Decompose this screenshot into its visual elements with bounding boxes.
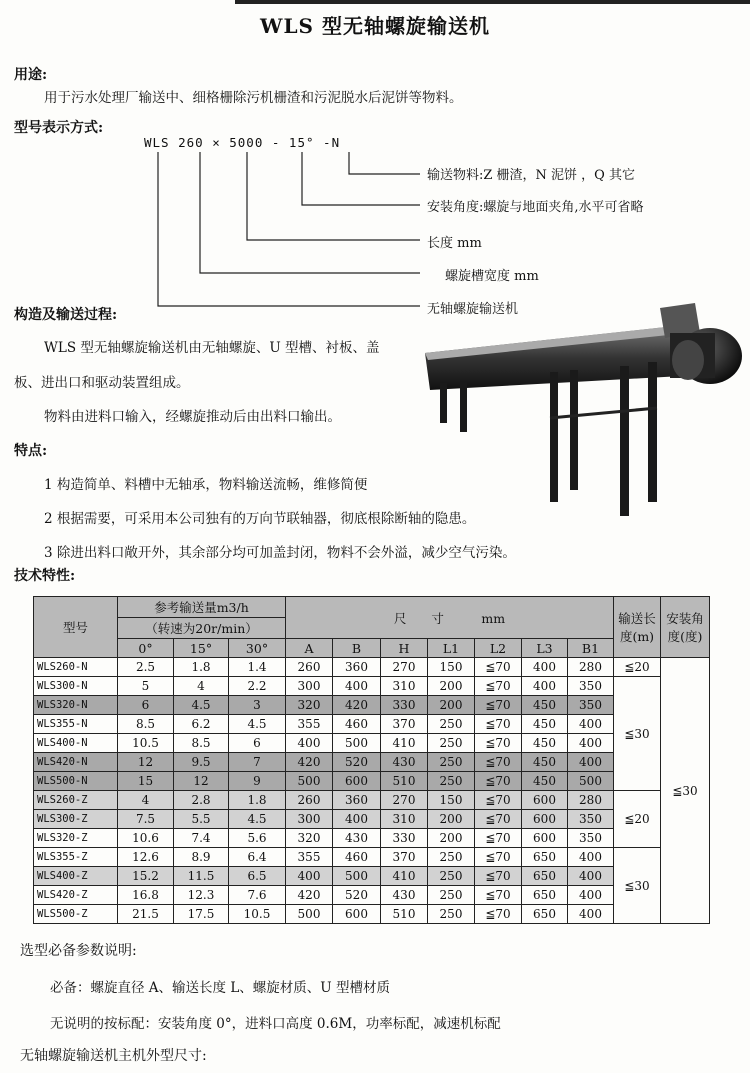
table-cell: 17.5 [174, 905, 229, 924]
table-cell: 430 [381, 753, 428, 772]
table-cell: 430 [381, 886, 428, 905]
table-cell: 350 [568, 677, 614, 696]
table-cell: 1.4 [229, 658, 286, 677]
construction-paragraph-2: 物料由进料口输入，经螺旋推动后由出料口输出。 [44, 409, 341, 425]
table-cell: 15.2 [118, 867, 174, 886]
table-cell: 350 [568, 810, 614, 829]
table-cell: 355 [286, 848, 333, 867]
table-row [34, 848, 710, 867]
table-cell: 150 [428, 791, 475, 810]
table-row [34, 715, 710, 734]
table-cell: 400 [568, 753, 614, 772]
header-dim-l2: L2 [475, 639, 522, 658]
table-cell: ≦70 [475, 829, 522, 848]
table-cell: 250 [428, 734, 475, 753]
table-cell: 400 [333, 810, 381, 829]
table-cell: 500 [333, 867, 381, 886]
cell-angle: ≦30 [661, 658, 710, 924]
table-cell: 4.5 [229, 715, 286, 734]
table-cell: 8.9 [174, 848, 229, 867]
table-row [34, 905, 710, 924]
table-cell: 6.2 [174, 715, 229, 734]
header-length: 输送长度(m) [614, 597, 661, 658]
table-cell: 520 [333, 753, 381, 772]
table-cell: 430 [333, 829, 381, 848]
table-cell: 450 [522, 715, 568, 734]
dims-heading: 无轴螺旋输送机主机外型尺寸: [20, 1048, 207, 1064]
table-row [34, 658, 710, 677]
table-cell: 6 [118, 696, 174, 715]
cell-model: WLS320-N [34, 696, 118, 715]
cell-model: WLS355-N [34, 715, 118, 734]
table-cell: 600 [522, 810, 568, 829]
table-cell: ≦70 [475, 905, 522, 924]
table-cell: 355 [286, 715, 333, 734]
header-dim-h: H [381, 639, 428, 658]
table-cell: 400 [568, 886, 614, 905]
table-cell: 12 [174, 772, 229, 791]
table-cell: 500 [286, 905, 333, 924]
table-cell: ≦70 [475, 772, 522, 791]
model-notation-heading: 型号表示方式: [14, 120, 104, 136]
cell-model: WLS300-Z [34, 810, 118, 829]
table-cell: 4.5 [229, 810, 286, 829]
header-angle: 安装角度(度) [661, 597, 710, 658]
table-cell: 400 [333, 677, 381, 696]
table-cell: 4 [174, 677, 229, 696]
table-cell: 4.5 [174, 696, 229, 715]
table-cell: 260 [286, 658, 333, 677]
table-cell: 460 [333, 715, 381, 734]
usage-heading: 用途: [14, 67, 48, 83]
construction-paragraph-1a: WLS 型无轴螺旋输送机由无轴螺旋、U 型槽、衬板、盖 [44, 340, 380, 356]
table-cell: 7.6 [229, 886, 286, 905]
table-cell: 21.5 [118, 905, 174, 924]
table-cell: 6.5 [229, 867, 286, 886]
table-cell: 510 [381, 772, 428, 791]
cell-model: WLS500-Z [34, 905, 118, 924]
header-dims: 尺 寸 mm [286, 597, 614, 639]
feature-item-3: 3 除进出料口敞开外，其余部分均可加盖封闭，物料不会外溢，减少空气污染。 [44, 545, 516, 561]
cell-model: WLS300-N [34, 677, 118, 696]
table-cell: 6 [229, 734, 286, 753]
table-cell: ≦70 [475, 867, 522, 886]
table-cell: 1.8 [174, 658, 229, 677]
construction-paragraph-1b: 板、进出口和驱动装置组成。 [14, 375, 190, 391]
table-cell: 8.5 [174, 734, 229, 753]
table-cell: 2.5 [118, 658, 174, 677]
table-row [34, 867, 710, 886]
table-row [34, 791, 710, 810]
table-row [34, 810, 710, 829]
table-cell: 350 [568, 829, 614, 848]
table-cell: 400 [568, 734, 614, 753]
table-cell: 8.5 [118, 715, 174, 734]
header-dim-l1: L1 [428, 639, 475, 658]
cell-model: WLS355-Z [34, 848, 118, 867]
table-cell: 280 [568, 791, 614, 810]
table-cell: 6.4 [229, 848, 286, 867]
table-cell: 250 [428, 886, 475, 905]
table-cell: 460 [333, 848, 381, 867]
table-cell: 310 [381, 810, 428, 829]
table-cell: 500 [568, 772, 614, 791]
table-cell: 600 [522, 791, 568, 810]
header-angle-2: 30° [229, 639, 286, 658]
table-cell: 320 [286, 696, 333, 715]
table-cell: 400 [286, 734, 333, 753]
table-cell: 450 [522, 734, 568, 753]
header-dim-a: A [286, 639, 333, 658]
table-cell: 360 [333, 658, 381, 677]
cell-length-group: ≦20 [614, 658, 661, 677]
table-cell: 400 [286, 867, 333, 886]
table-cell: 5.5 [174, 810, 229, 829]
header-angle-1: 15° [174, 639, 229, 658]
table-cell: 200 [428, 829, 475, 848]
table-cell: 250 [428, 867, 475, 886]
model-code: WLS 260 × 5000 - 15° -N [144, 135, 341, 150]
table-cell: 250 [428, 715, 475, 734]
table-cell: 9.5 [174, 753, 229, 772]
table-cell: ≦70 [475, 810, 522, 829]
table-cell: ≦70 [475, 658, 522, 677]
table-cell: 7 [229, 753, 286, 772]
cell-model: WLS260-N [34, 658, 118, 677]
table-cell: 250 [428, 772, 475, 791]
page-title: WLS 型无轴螺旋输送机 [260, 14, 490, 38]
table-cell: 12 [118, 753, 174, 772]
table-cell: 650 [522, 848, 568, 867]
table-cell: 420 [286, 753, 333, 772]
table-cell: 280 [568, 658, 614, 677]
table-cell: ≦70 [475, 753, 522, 772]
header-dim-b1: B1 [568, 639, 614, 658]
table-cell: 200 [428, 696, 475, 715]
table-cell: 7.5 [118, 810, 174, 829]
header-dim-b: B [333, 639, 381, 658]
table-cell: 450 [522, 753, 568, 772]
table-cell: 650 [522, 867, 568, 886]
cell-model: WLS420-Z [34, 886, 118, 905]
table-cell: 200 [428, 810, 475, 829]
table-cell: 300 [286, 810, 333, 829]
cell-model: WLS320-Z [34, 829, 118, 848]
header-speed: （转速为20r/min） [118, 618, 286, 639]
cell-model: WLS400-N [34, 734, 118, 753]
table-cell: ≦70 [475, 696, 522, 715]
table-cell: 4 [118, 791, 174, 810]
table-row [34, 696, 710, 715]
table-cell: 10.5 [229, 905, 286, 924]
feature-item-2: 2 根据需要，可采用本公司独有的万向节联轴器，彻底根除断轴的隐患。 [44, 511, 476, 527]
table-cell: 200 [428, 677, 475, 696]
header-angle-0: 0° [118, 639, 174, 658]
table-cell: ≦70 [475, 848, 522, 867]
cell-length-group: ≦20 [614, 791, 661, 848]
table-cell: 400 [568, 867, 614, 886]
table-cell: 2.2 [229, 677, 286, 696]
cell-model: WLS420-N [34, 753, 118, 772]
table-cell: 310 [381, 677, 428, 696]
table-cell: 520 [333, 886, 381, 905]
table-cell: ≦70 [475, 677, 522, 696]
selection-required: 必备：螺旋直径 A、输送长度 L、螺旋材质、U 型槽材质 [50, 980, 390, 996]
notation-label-width: 螺旋槽宽度 mm [445, 269, 539, 284]
feature-item-1: 1 构造简单、料槽中无轴承，物料输送流畅，维修简便 [44, 477, 368, 493]
table-cell: 300 [286, 677, 333, 696]
table-cell: 350 [568, 696, 614, 715]
cell-model: WLS400-Z [34, 867, 118, 886]
table-cell: ≦70 [475, 715, 522, 734]
table-cell: 5.6 [229, 829, 286, 848]
notation-label-type: 无轴螺旋输送机 [427, 302, 519, 317]
notation-label-material: 输送物料:Z 栅渣，N 泥饼 ，Q 其它 [427, 168, 635, 183]
table-cell: 370 [381, 848, 428, 867]
table-cell: 400 [522, 658, 568, 677]
table-cell: 3 [229, 696, 286, 715]
table-cell: 450 [522, 772, 568, 791]
table-cell: 12.3 [174, 886, 229, 905]
table-cell: 650 [522, 905, 568, 924]
table-cell: 420 [286, 886, 333, 905]
table-cell: 16.8 [118, 886, 174, 905]
cell-model: WLS500-N [34, 772, 118, 791]
table-cell: 260 [286, 791, 333, 810]
table-row [34, 829, 710, 848]
cell-length-group: ≦30 [614, 677, 661, 791]
table-cell: 330 [381, 696, 428, 715]
cell-length-group: ≦30 [614, 848, 661, 924]
table-cell: 12.6 [118, 848, 174, 867]
table-cell: 250 [428, 753, 475, 772]
header-model: 型号 [34, 597, 118, 658]
table-row [34, 734, 710, 753]
tech-heading: 技术特性: [14, 568, 76, 584]
table-cell: 10.6 [118, 829, 174, 848]
table-cell: 370 [381, 715, 428, 734]
selection-default: 无说明的按标配：安装角度 0°，进料口高度 0.6M，功率标配，减速机标配 [50, 1016, 501, 1032]
table-cell: 500 [286, 772, 333, 791]
table-cell: 600 [522, 829, 568, 848]
table-cell: ≦70 [475, 791, 522, 810]
table-cell: 650 [522, 886, 568, 905]
table-cell: 11.5 [174, 867, 229, 886]
table-cell: ≦70 [475, 734, 522, 753]
table-cell: 420 [333, 696, 381, 715]
table-cell: 7.4 [174, 829, 229, 848]
table-cell: 330 [381, 829, 428, 848]
table-cell: 250 [428, 848, 475, 867]
table-row [34, 753, 710, 772]
table-cell: 400 [568, 905, 614, 924]
table-cell: 270 [381, 791, 428, 810]
table-cell: 1.8 [229, 791, 286, 810]
table-cell: 5 [118, 677, 174, 696]
table-cell: 9 [229, 772, 286, 791]
table-cell: 320 [286, 829, 333, 848]
table-row [34, 772, 710, 791]
table-cell: 450 [522, 696, 568, 715]
usage-text: 用于污水处理厂输送中、细格栅除污机栅渣和污泥脱水后泥饼等物料。 [44, 90, 463, 106]
table-cell: 400 [522, 677, 568, 696]
table-cell: 400 [568, 848, 614, 867]
table-cell: 500 [333, 734, 381, 753]
header-capacity: 参考输送量m3/h [118, 597, 286, 618]
features-heading: 特点: [14, 443, 48, 459]
cell-model: WLS260-Z [34, 791, 118, 810]
tech-spec-table [33, 596, 710, 924]
conveyor-machine-illustration [420, 298, 745, 528]
table-cell: 270 [381, 658, 428, 677]
selection-heading: 选型必备参数说明: [20, 943, 137, 959]
table-row [34, 677, 710, 696]
table-cell: 600 [333, 905, 381, 924]
table-cell: ≦70 [475, 886, 522, 905]
table-cell: 2.8 [174, 791, 229, 810]
table-cell: 600 [333, 772, 381, 791]
notation-label-length: 长度 mm [427, 236, 482, 251]
table-cell: 10.5 [118, 734, 174, 753]
notation-label-angle: 安装角度:螺旋与地面夹角,水平可省略 [427, 200, 644, 215]
header-dim-l3: L3 [522, 639, 568, 658]
table-row [34, 886, 710, 905]
table-cell: 410 [381, 867, 428, 886]
table-cell: 400 [568, 715, 614, 734]
table-cell: 410 [381, 734, 428, 753]
table-cell: 15 [118, 772, 174, 791]
table-cell: 360 [333, 791, 381, 810]
construction-heading: 构造及输送过程: [14, 307, 118, 323]
table-cell: 150 [428, 658, 475, 677]
table-cell: 510 [381, 905, 428, 924]
notation-leader-lines [0, 0, 750, 330]
table-cell: 250 [428, 905, 475, 924]
